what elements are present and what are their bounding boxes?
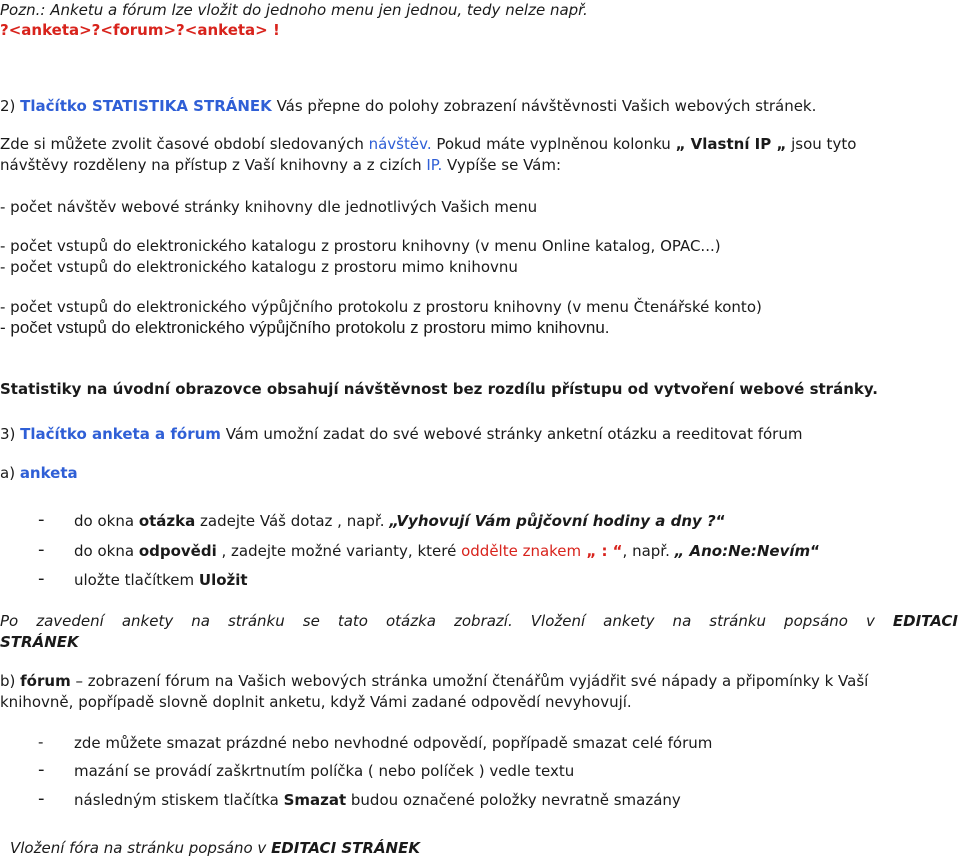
list-item: - počet návštěv webové stránky knihovny dle jednotlivých Vašich menu <box>0 198 538 216</box>
forum-step-2: mazání se provádí zaškrtnutím políčka ( nebo políček ) vedle textu <box>74 762 575 780</box>
bullet-dash: - <box>38 539 45 560</box>
anketa-step-3: uložte tlačítkem Uložit <box>74 571 248 589</box>
anketa-step-2: do okna odpovědi , zadejte možné varianty, které oddělte znakem „ : “, např. „ Ano:Ne:Nevím“ <box>74 542 820 560</box>
bullet-dash: - <box>38 788 45 809</box>
anketa-heading: a) anketa <box>0 464 78 482</box>
bullet-dash: - <box>38 733 44 751</box>
bullet-dash: - <box>38 759 45 780</box>
bullet-dash: - <box>38 568 45 589</box>
forum-step-1: zde můžete smazat prázdné nebo nevhodné odpovědí, popřípadě smazat celé fórum <box>74 734 713 752</box>
note-line-1: Pozn.: Anketu a fórum lze vložit do jednoho menu jen jednou, tedy nelze např. <box>0 1 588 19</box>
forum-step-3: následným stiskem tlačítka Smazat budou označené položky nevratně smazány <box>74 791 681 809</box>
list-item: - počet vstupů do elektronického katalogu z prostoru mimo knihovnu <box>0 258 518 276</box>
anketa-note-line-2: STRÁNEK <box>0 633 79 651</box>
section3-heading: 3) Tlačítko anketa a fórum Vám umožní zadat do své webové stránky anketní otázku a reeditovat fórum <box>0 425 803 443</box>
list-item: - počet vstupů do elektronického výpůjčního protokolu z prostoru mimo knihovnu. <box>0 318 610 337</box>
anketa-forum-link[interactable]: Tlačítko anketa a fórum <box>20 425 221 443</box>
section2-para-1: Zde si můžete zvolit časové období sledovaných návštěv. Pokud máte vyplněnou kolonku „ Vlastní IP „ jsou tyto <box>0 135 857 153</box>
statistika-link[interactable]: Tlačítko STATISTIKA STRÁNEK <box>20 97 272 115</box>
forum-para-2: knihovně, popřípadě slovně doplnit anketu, když Vámi zadané odpovědí nevyhovují. <box>0 693 632 711</box>
forum-para-1: b) fórum – zobrazení fórum na Vašich webových stránka umožní čtenářům vyjádřit své nápady a připomínky k Vaší <box>0 672 869 690</box>
anketa-note-line-1: Po zavedení ankety na stránku se tato otázka zobrazí. Vložení ankety na stránku popsáno v EDITACI <box>0 612 958 630</box>
list-item: - počet vstupů do elektronického katalogu z prostoru knihovny (v menu Online katalog, OPAC...) <box>0 237 721 255</box>
footer-note: Vložení fóra na stránku popsáno v EDITACI STRÁNEK <box>10 839 420 857</box>
bullet-dash: - <box>38 509 45 530</box>
note-line-2: ?<anketa>?<forum>?<anketa> ! <box>0 21 280 39</box>
section2-para-2: návštěvy rozděleny na přístup z Vaší knihovny a z cizích IP. Vypíše se Vám: <box>0 156 562 174</box>
list-item: - počet vstupů do elektronického výpůjčního protokolu z prostoru knihovny (v menu Čtenářské konto) <box>0 298 762 316</box>
statistics-summary: Statistiky na úvodní obrazovce obsahují návštěvnost bez rozdílu přístupu od vytvoření webové stránky. <box>0 380 878 398</box>
section2-heading: 2) Tlačítko STATISTIKA STRÁNEK Vás přepne do polohy zobrazení návštěvnosti Vašich webových stránek. <box>0 97 817 115</box>
anketa-step-1: do okna otázka zadejte Váš dotaz , např. „Vyhovují Vám půjčovní hodiny a dny ?“ <box>74 512 726 530</box>
